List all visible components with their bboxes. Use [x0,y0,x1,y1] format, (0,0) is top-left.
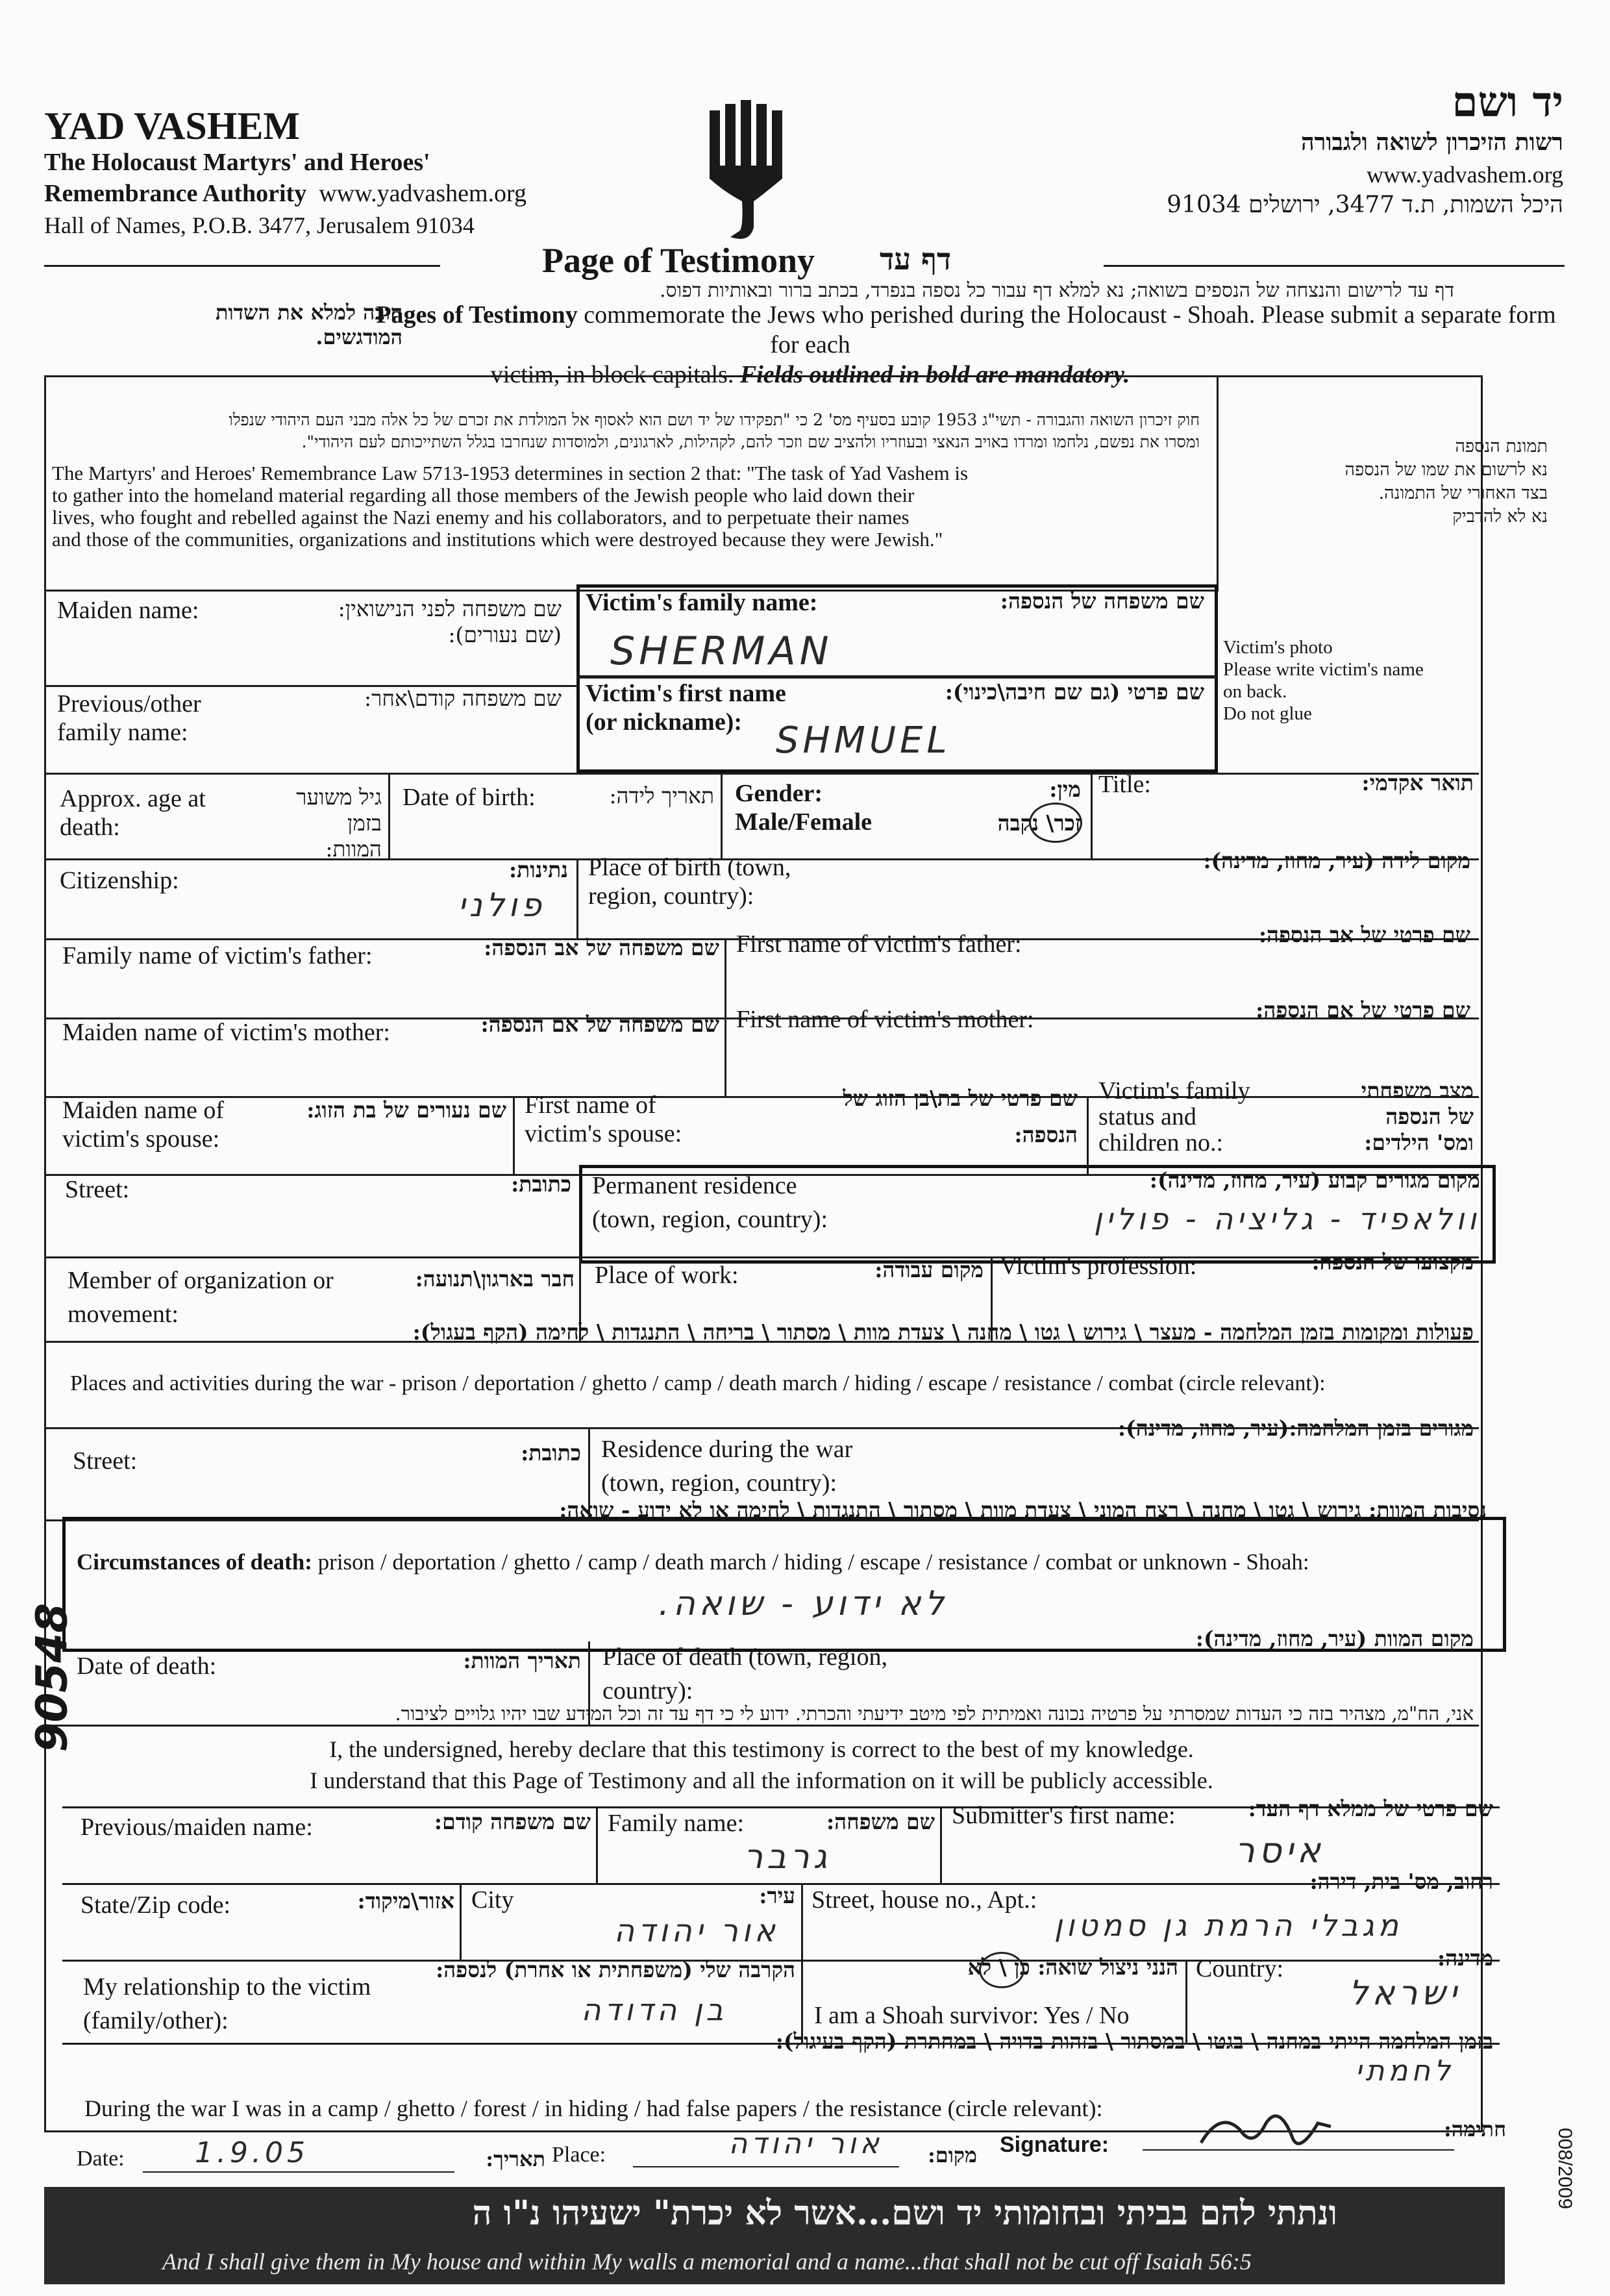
war-street-label-he: כתובת: [521,1440,581,1466]
spouse-first-label-he: שם פרטי של בת\בן הזוג של הנספה: [843,1086,1078,1147]
relationship-label: My relationship to the victim (family/other): [83,1973,371,2034]
submitter-family-label-he: שם משפחה: [826,1809,935,1834]
activities-label: Places and activities during the war - prison / deportation / ghetto / camp / death march / hiding / escape / resistance / combat (circle relevant): [70,1371,1326,1395]
victim-family-name-value[interactable]: SHERMAN [610,629,833,674]
pod-label: Place of death (town, region, country): [602,1643,887,1704]
submitter-street-value[interactable]: מגבלי הרמת גן סמטון [1054,1908,1402,1943]
maiden-name-label-he: שם משפחה לפני הנישואין: (שם נעורים): [338,596,562,647]
perm-residence-value[interactable]: וולאפיד - גליציה - פולין [1093,1201,1480,1236]
form-title-he: דף עד [880,242,952,277]
age-label-he: גיל משוער בזמן המוות: [296,784,382,862]
place-label-he: מקום: [927,2143,977,2167]
dod-label-he: תאריך המוות: [463,1648,581,1673]
family-status-label: Victim's family status and children no.: [1098,1077,1250,1156]
org-title-en: YAD VASHEM [44,105,301,147]
title-label: Title: [1098,771,1151,798]
country-label: Country: [1196,1955,1284,1982]
pob-label-he: מקום לידה (עיר, מחוז, מדינה): [1203,848,1470,873]
victim-family-name-label-he: שם משפחה של הנספה: [1000,588,1204,614]
family-status-label-he: מצב משפחתי של הנספה ומס' הילדים: [1361,1078,1474,1155]
relationship-value[interactable]: בן הדודה [581,1992,727,2027]
victim-family-name-label: Victim's family name: [586,589,818,616]
relationship-label-he: הקרבה שלי (משפחתית או אחרת) לנספה: [436,1957,795,1982]
pod-label-he: מקום המוות (עיר, מחוז, מדינה): [1195,1626,1474,1651]
perm-residence-label: Permanent residence (town, region, country): [592,1172,828,1233]
org-address-en: Hall of Names, P.O.B. 3477, Jerusalem 91034 [44,212,475,238]
date-label-he: תאריך: [486,2147,545,2171]
org-line1-he: רשות הזיכרון לשואה ולגבורה [1300,129,1563,156]
circumstances-value[interactable]: לא ידוע - שואה. [658,1584,948,1623]
survivor-label: I am a Shoah survivor: Yes / No [814,2002,1130,2029]
profession-label-he: מקצועו של הנספה: [1311,1249,1474,1275]
circumstances-label: Circumstances of death: prison / deportation / ghetto / camp / death march / hiding / escape / resistance / combat or unknown - Shoah: [77,1549,1309,1575]
city-label-he: עיר: [759,1883,795,1908]
citizenship-label: Citizenship: [60,867,179,894]
during-war-label-he: בזמן המלחמה הייתי במחנה \ בגטו \ במסתור \ בזהות בדויה \ במחתרת (הקף בעיגול): [775,2028,1493,2054]
spouse-first-label: First name of victim's spouse: [525,1092,682,1147]
gender-label: Gender: Male/Female [735,780,873,836]
law-he: חוק זיכרון השואה והגבורה - תשי"ג 1953 קובע בסעיף מס' 2 כי "תפקידו של יד ושם הוא לאסוף אל המולדת את זכרם של כל אלה מבני העם היהודי שנפלו ומסרו את נפשם, נלחמו ומרדו באויב הנאצי ובעוזריו ולהציב שם וזכר להם, לקהילות, לארגונים, ולמוסדות שנחרבו בגלל השתייכותם לעם היהודי". [229,410,1200,451]
city-value[interactable]: אור יהודה [613,1913,779,1949]
zip-label-he: אזור\מיקוד: [357,1888,454,1914]
mother-first-label-he: שם פרטי של אם הנספה: [1256,997,1470,1023]
victim-first-name-value[interactable]: SHMUEL [776,719,951,762]
side-file-number: 90548 [27,1603,77,1753]
victim-first-name-label: Victim's first name (or nickname): [586,680,786,736]
father-first-label-he: שם פרטי של אב הנספה: [1258,922,1470,947]
street-label-he: כתובת: [511,1171,571,1197]
submitter-prev-name-label: Previous/maiden name: [80,1814,313,1841]
banner-he: ונתתי להם בביתי ובחומותי יד ושם...אשר לא יכרת" ישעיהו נ"ו ה [472,2193,1337,2233]
city-label: City [471,1886,514,1914]
mother-first-label: First name of victim's mother: [736,1006,1034,1033]
org-line2-en: Remembrance Authority www.yadvashem.org [44,180,526,207]
mother-maiden-label: Maiden name of victim's mother: [62,1019,390,1046]
dob-label-he: תאריך לידה: [609,783,714,808]
survivor-yes-circle[interactable] [979,1952,1024,1988]
declaration-he: אני, הח"מ, מצהיר בזה כי העדות שמסרתי על פרטיה נכונה ואמיתית לפי מיטב ידיעתי והכרתי. ידוע לי כי דף עד זה וכל המידע שבו יהיו גלויים לציבור. [395,1703,1474,1725]
victim-first-name-label-he: שם פרטי (גם שם חיבה\כינוי): [945,679,1204,705]
submitter-first-label: Submitter's first name: [952,1802,1176,1829]
form-title: Page of Testimony [542,241,815,280]
submitter-street-label: Street, house no., Apt.: [811,1886,1037,1914]
org-member-label-he: חבר בארגון\תנועה: [415,1266,575,1292]
declaration-en: I, the undersigned, hereby declare that this testimony is correct to the best of my knowledge. I understand that this Page of Testimony and all the information on it will be publicly accessible. [310,1736,1213,1793]
org-address-he: היכל השמות, ת.ד 3477, ירושלים 91034 [1167,192,1563,218]
prev-name-label: Previous/other family name: [57,690,201,746]
place-of-work-label-he: מקום עבודה: [874,1257,984,1282]
submitter-street-label-he: רחוב, מס' בית, דירה: [1309,1869,1493,1894]
title-label-he: תואר אקדמי: [1361,770,1474,795]
dob-label: Date of birth: [402,784,536,811]
date-value[interactable]: 1.9.05 [195,2136,309,2169]
during-war-value[interactable]: לחמתי [1355,2054,1454,2088]
place-label: Place: [552,2143,606,2167]
place-of-work-label: Place of work: [595,1262,739,1289]
citizenship-label-he: נתינות: [509,857,568,882]
menorah-logo-icon [704,97,802,247]
spouse-maiden-label-he: שם נעורים של בת הזוג: [306,1097,506,1123]
date-label: Date: [77,2147,125,2171]
law-en: The Martyrs' and Heroes' Remembrance Law 5713-1953 determines in section 2 that: "The task of Yad Vashem is to gather into the homeland material regarding all those members of the Jewish people who laid down their lives, who fought and rebelled against the Nazi enemy and his collaborators, and to perpetuate their names and those of the communities, organizations and institutions which were destroyed because they were Jewish." [52,462,969,551]
war-residence-label-he: מגורים בזמן המלחמה:(עיר, מחוז, מדינה): [1117,1416,1474,1441]
circumstances-label-he: נסיבות המוות: גירוש \ גטו \ מחנה \ רצח המוני \ צעדת מוות \ מסתור \ התנגדות \ לחימה או לא ידוע - שואה: [559,1497,1487,1523]
org-member-label: Member of organization or movement: [68,1267,334,1328]
perm-residence-label-he: מקום מגורים קבוע (עיר, מחוז, מדינה): [1149,1167,1480,1193]
age-label: Approx. age at death: [60,785,206,841]
submitter-prev-name-label-he: שם משפחה קודם: [434,1809,591,1834]
spouse-maiden-label: Maiden name of victim's spouse: [62,1097,225,1153]
org-line1-en: The Holocaust Martyrs' and Heroes' [44,149,430,176]
war-residence-label: Residence during the war (town, region, country): [601,1436,853,1497]
activities-label-he: פעולות ומקומות בזמן המלחמה - מעצר \ גירוש \ גטו \ מחנה \ צעדת מוות \ מסתור \ בריחה \ התנגדות \ לחימה (הקף בעגול): [412,1319,1474,1345]
street-label: Street: [65,1176,130,1203]
war-street-label: Street: [73,1447,138,1475]
place-value[interactable]: אור יהודה [728,2127,883,2160]
org-url-en: www.yadvashem.org [319,180,526,207]
citizenship-value[interactable]: פולני [458,886,545,924]
profession-label: Victim's profession: [1000,1253,1197,1280]
country-value[interactable]: ישראל [1348,1974,1461,2013]
intro-en: Pages of Testimony commemorate the Jews who perished during the Holocaust - Shoah. Please submit a separate form for each victim, in block capitals. Fields outlined in bold are mandatory. [376,301,1556,388]
mother-maiden-label-he: שם משפחה של אם הנספה: [480,1012,719,1037]
photo-note-en: Victim's photo Please write victim's name on back. Do not glue [1223,637,1424,724]
zip-label: State/Zip code: [80,1891,231,1919]
submitter-first-label-he: שם פרטי של ממלא דף העד: [1248,1796,1493,1821]
gender-label-he: מין: זכר\ נקבה [997,777,1081,836]
org-url-he: www.yadvashem.org [1367,162,1563,188]
submitter-first-value[interactable]: איסר [1235,1830,1324,1871]
banner-en: And I shall give them in My house and within My walls a memorial and a name...that shall not be cut off Isaiah 56:5 [162,2249,1252,2275]
father-first-label: First name of victim's father: [736,930,1022,958]
intro-he-2: חובה למלא את השדות המודגשים. [215,300,402,349]
father-family-label-he: שם משפחה של אב הנספה: [484,935,719,960]
pob-label: Place of birth (town, region, country): [588,854,791,910]
submitter-family-value[interactable]: גרבר [743,1838,831,1877]
prev-name-label-he: שם משפחה קודם\אחר: [364,686,562,711]
form-code: 008/2009 [1554,2128,1576,2210]
father-family-label: Family name of victim's father: [62,942,373,969]
gender-male-circle[interactable] [1029,803,1082,843]
intro-he-1: דף עד לרישום והנצחה של הנספים בשואה; נא למלא דף עבור כל נספה בנפרד, בכתב ברור ובאותיות דפוס. [660,279,1454,302]
dod-label: Date of death: [77,1653,217,1680]
signature-label: Signature: [1000,2132,1109,2157]
org-title-he: יד ושם [1452,78,1563,127]
submitter-family-label: Family name: [608,1810,745,1837]
photo-note-he: תמונת הנספה נא לרשום את שמו של הנספה בצד האחורי של התמונה. נא לא להדביק [1344,436,1548,527]
survivor-label-he: הנני ניצול שואה: כן \ לא [967,1954,1178,1980]
signature-mark-icon[interactable] [1195,2104,1337,2162]
maiden-name-label: Maiden name: [57,597,199,624]
during-war-label: During the war I was in a camp / ghetto / forest / in hiding / had false papers / the resistance (circle relevant): [84,2095,1103,2121]
signature-label-he: חתימה: [1443,2117,1506,2141]
country-label-he: מדינה: [1437,1945,1493,1971]
